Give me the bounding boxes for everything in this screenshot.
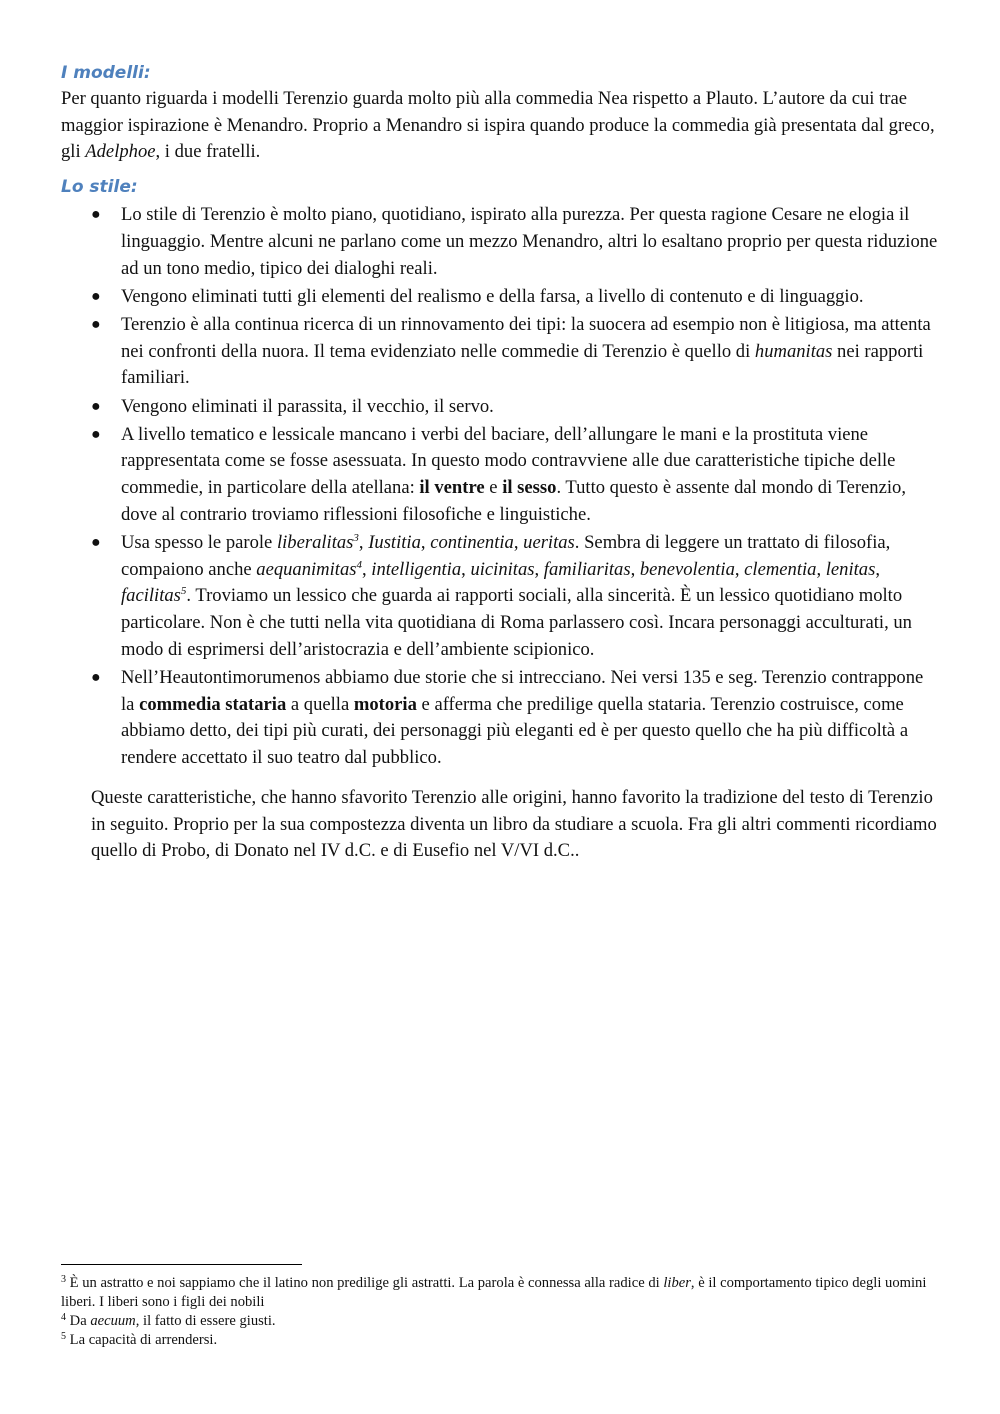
text-run: È un astratto e noi sappiamo che il latino non predilige gli astratti. La parola è connessa alla radice di (66, 1275, 664, 1291)
footnote-number: 3 (61, 1274, 66, 1285)
text-run: . Troviamo un lessico che guarda ai rapporti sociali, alla sincerità. È un lessico quotidiano molto particolare. Non è che tutti nella vita quotidiana di Roma parlassero così. Incara personaggi acculturati, un modo di esprimersi dell’aristocrazia e dell’ambiente scipionico. (121, 585, 912, 660)
text-run: e afferma che predilige quella stataria. Terenzio costruisce, come abbiamo detto, dei tipi più curati, dei personaggi più eleganti ed è per questo quello che ha più difficoltà a rendere accettato il suo teatro dal pubblico. (121, 693, 909, 769)
text-run: e (484, 477, 503, 499)
italic-title-adelphoe: Adelphoe (85, 141, 156, 163)
text-run: , i due fratelli. (155, 141, 261, 163)
list-item (61, 284, 941, 311)
italic-term: benevolentia (639, 558, 735, 580)
italic-term: clementia (744, 558, 817, 580)
italic-term: Iustitia (368, 532, 421, 554)
heading-stile: Lo stile: (61, 177, 138, 198)
text-run: Da (66, 1313, 91, 1329)
italic-term: liberalitas (276, 532, 354, 554)
paragraph-modelli (61, 86, 941, 166)
closing-paragraph: Queste caratteristiche, che hanno sfavorito Terenzio alle origini, hanno favorito la tradizione del testo di Terenzio in seguito. Proprio per la sua compostezza diventa un libro da studiare a scuola. Fra gli altri commenti ricordiamo quello di Probo, di Donato nel IV d.C. e di Eusefio nel V/VI d.C.. (91, 786, 937, 862)
heading-modelli: I modelli: (61, 63, 151, 83)
italic-term: humanitas (754, 340, 833, 362)
text-run: Usa spesso le parole (121, 532, 277, 554)
bullet-icon: ● (91, 425, 101, 443)
bullet-icon: ● (91, 397, 101, 415)
footnote-separator (61, 1264, 302, 1265)
footnote-5 (61, 1331, 946, 1350)
text-run: , (534, 558, 544, 580)
text-run: Nell’Heautontimorumenos abbiamo due storie che si intrecciano. Nei versi 135 e seg. Terenzio contrappone la (121, 667, 924, 715)
list-item (61, 202, 941, 282)
text-run: , (361, 558, 372, 580)
text-run: , è il comportamento tipico degli uomini liberi. I liberi sono i figli dei nobili (61, 1275, 927, 1310)
footnote-ref[interactable]: 3 (353, 532, 359, 545)
text-run: La capacità di arrendersi. (66, 1332, 218, 1348)
bullet-icon: ● (91, 287, 101, 305)
text-run: A livello tematico e lessicale mancano i verbi del baciare, dell’allungare le mani e la prostituta viene rappresentata come se fosse asessuata. In questo modo contravviene alle due caratteristiche tipiche delle commedie, in particolare della atellana: (121, 423, 896, 499)
footnote-4 (61, 1312, 946, 1331)
text-run: , il fatto di essere giusti. (135, 1313, 276, 1329)
bullet-icon: ● (91, 534, 101, 552)
bold-term: motoria (353, 693, 417, 715)
list-item (61, 665, 941, 772)
footnotes (61, 1264, 946, 1350)
text-run: Vengono eliminati il parassita, il vecchio, il servo. (121, 395, 494, 417)
text-run: , (734, 558, 745, 580)
italic-term: facilitas (121, 585, 181, 607)
list-item (61, 394, 941, 421)
italic-term: aequanimitas (256, 558, 357, 580)
text-run: . Tutto questo è assente dal mondo di Terenzio, dove al contrario troviamo riflessioni filosofiche e linguistiche. (121, 477, 906, 525)
text-run: Vengono eliminati tutti gli elementi del realismo e della farsa, a livello di contenuto e di linguaggio. (121, 285, 864, 307)
list-item (61, 530, 941, 664)
italic-term: liber (663, 1275, 691, 1291)
text-run: , (513, 532, 524, 554)
text-run: , (420, 532, 431, 554)
footnote-number: 4 (61, 1312, 66, 1323)
text-run: , (461, 558, 471, 580)
text-run: nei rapporti familiari. (121, 340, 924, 389)
text-run: Per quanto riguarda i modelli Terenzio guarda molto più alla commedia Nea rispetto a Plauto. L’autore da cui trae maggior ispirazione è Menandro. Proprio a Menandro si ispira quando produce la commedia già presentata dal greco, gli (61, 88, 935, 163)
italic-term: lenitas (825, 558, 876, 580)
italic-term: familiaritas (543, 558, 631, 580)
italic-term: uicinitas (470, 558, 535, 580)
list-item (61, 312, 941, 392)
bullet-icon: ● (91, 206, 101, 224)
text-run: a quella (286, 693, 354, 715)
italic-term: continentia (430, 532, 514, 554)
italic-term: ueritas (523, 532, 575, 554)
footnote-number: 5 (61, 1331, 66, 1342)
bullet-list-stile (61, 202, 941, 772)
text-run: Lo stile di Terenzio è molto piano, quotidiano, ispirato alla purezza. Per questa ragione Cesare ne elogia il linguaggio. Mentre alcuni ne parlano come un mezzo Menandro, altri lo esaltano proprio per questa riduzione ad un tono medio, tipico dei dialoghi reali. (121, 204, 938, 279)
text-run: , (630, 558, 640, 580)
text-run: Terenzio è alla continua ricerca di un rinnovamento dei tipi: la suocera ad esempio non è litigiosa, ma attenta nei confronti della nuora. Il tema evidenziato nelle commedie di Terenzio è quello di (121, 313, 931, 362)
italic-term: intelligentia (371, 558, 462, 580)
bullet-icon: ● (91, 315, 101, 333)
bullet-icon: ● (91, 669, 101, 687)
bold-term: il sesso (502, 477, 557, 499)
bold-term: commedia stataria (139, 693, 287, 715)
text-run: , (358, 532, 369, 554)
page-content (61, 60, 941, 865)
bold-term: il ventre (419, 477, 485, 499)
text-run: . Sembra di leggere un trattato di filosofia, compaiono anche (121, 532, 891, 580)
list-item (61, 422, 941, 529)
footnote-3 (61, 1274, 946, 1312)
footnote-ref[interactable]: 4 (356, 558, 362, 571)
footnote-ref[interactable]: 5 (180, 585, 187, 598)
italic-term: aecuum (90, 1313, 136, 1329)
text-run: , (816, 558, 826, 580)
text-run: , (875, 558, 880, 580)
